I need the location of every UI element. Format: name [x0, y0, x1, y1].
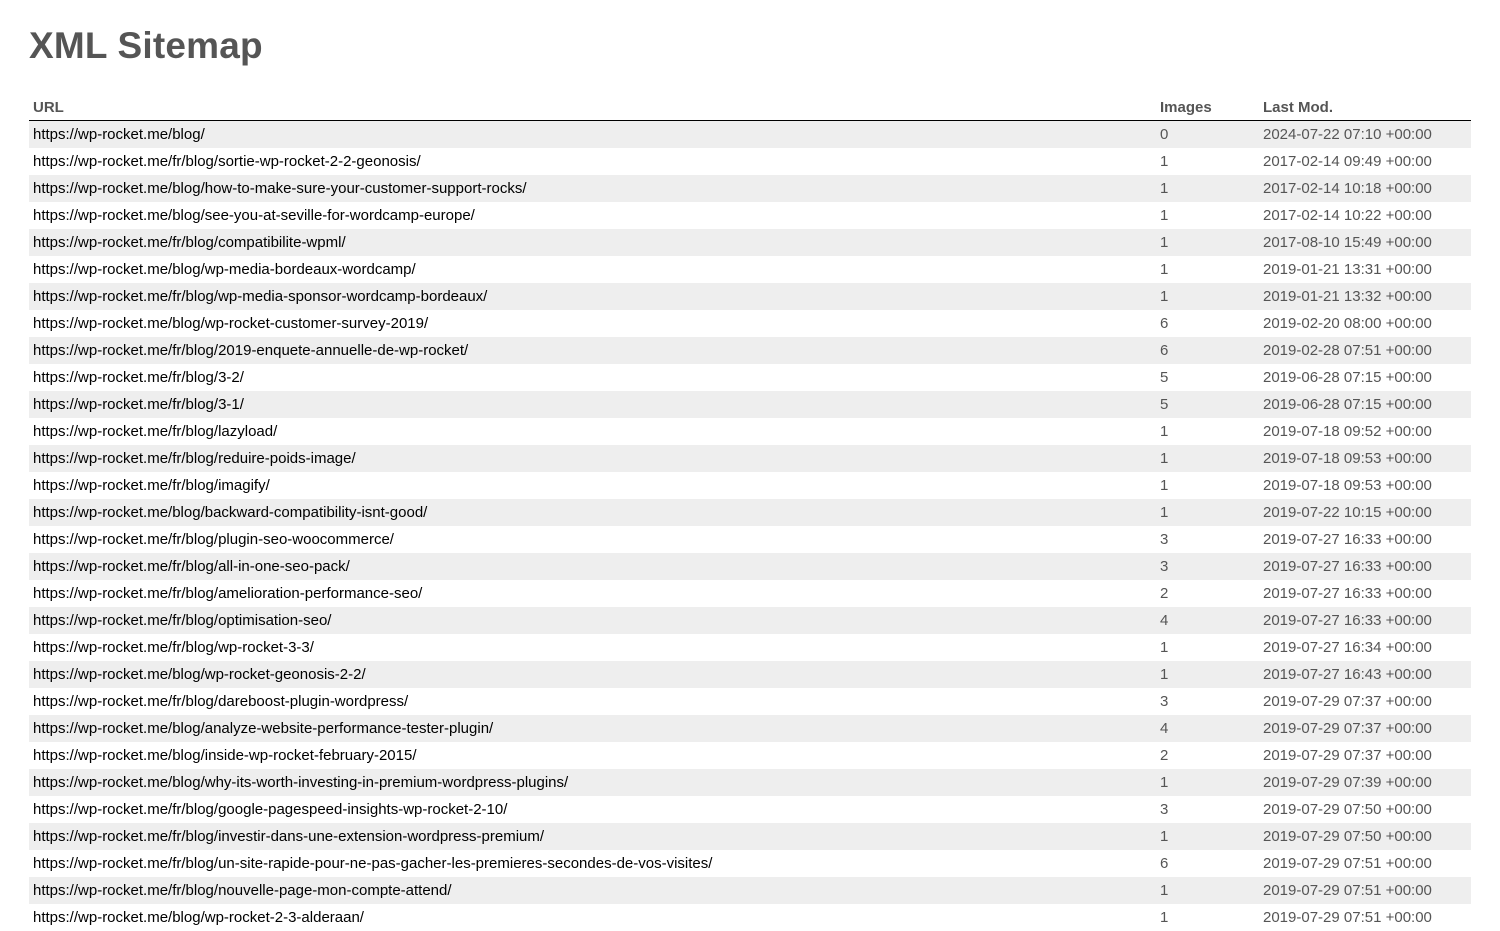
last-mod-cell: 2019-06-28 07:15 +00:00 [1259, 364, 1471, 391]
images-count-cell: 3 [1156, 688, 1259, 715]
last-mod-cell: 2017-08-10 15:49 +00:00 [1259, 229, 1471, 256]
url-cell [29, 148, 1156, 175]
table-row [29, 634, 1471, 661]
url-link[interactable]: https://wp-rocket.me/fr/blog/wp-rocket-3-3/ [33, 639, 314, 656]
url-link[interactable]: https://wp-rocket.me/blog/backward-compatibility-isnt-good/ [33, 504, 427, 521]
last-mod-cell: 2019-07-18 09:53 +00:00 [1259, 445, 1471, 472]
url-cell [29, 742, 1156, 769]
images-count-cell: 1 [1156, 823, 1259, 850]
url-cell [29, 229, 1156, 256]
last-mod-cell: 2019-07-29 07:51 +00:00 [1259, 877, 1471, 904]
last-mod-cell: 2019-07-27 16:33 +00:00 [1259, 553, 1471, 580]
url-link[interactable]: https://wp-rocket.me/fr/blog/dareboost-plugin-wordpress/ [33, 693, 408, 710]
url-link[interactable]: https://wp-rocket.me/blog/ [33, 126, 205, 143]
table-row [29, 364, 1471, 391]
url-cell [29, 769, 1156, 796]
url-link[interactable]: https://wp-rocket.me/blog/why-its-worth-investing-in-premium-wordpress-plugins/ [33, 774, 568, 791]
url-link[interactable]: https://wp-rocket.me/blog/analyze-website-performance-tester-plugin/ [33, 720, 493, 737]
images-count-cell: 1 [1156, 769, 1259, 796]
images-count-cell: 1 [1156, 661, 1259, 688]
url-cell [29, 202, 1156, 229]
images-count-cell: 4 [1156, 607, 1259, 634]
url-link[interactable]: https://wp-rocket.me/fr/blog/2019-enquete-annuelle-de-wp-rocket/ [33, 342, 468, 359]
last-mod-cell: 2017-02-14 10:18 +00:00 [1259, 175, 1471, 202]
url-cell [29, 310, 1156, 337]
url-cell [29, 256, 1156, 283]
url-cell [29, 688, 1156, 715]
table-row [29, 688, 1471, 715]
last-mod-cell: 2019-01-21 13:32 +00:00 [1259, 283, 1471, 310]
url-link[interactable]: https://wp-rocket.me/blog/wp-rocket-customer-survey-2019/ [33, 315, 428, 332]
url-cell [29, 175, 1156, 202]
url-link[interactable]: https://wp-rocket.me/blog/how-to-make-sure-your-customer-support-rocks/ [33, 180, 527, 197]
header-images: Images [1156, 94, 1259, 121]
images-count-cell: 1 [1156, 283, 1259, 310]
page-title: XML Sitemap [29, 25, 263, 67]
url-link[interactable]: https://wp-rocket.me/fr/blog/3-1/ [33, 396, 244, 413]
images-count-cell: 4 [1156, 715, 1259, 742]
table-row [29, 877, 1471, 904]
url-link[interactable]: https://wp-rocket.me/fr/blog/plugin-seo-woocommerce/ [33, 531, 394, 548]
images-count-cell: 1 [1156, 229, 1259, 256]
url-link[interactable]: https://wp-rocket.me/fr/blog/reduire-poids-image/ [33, 450, 356, 467]
last-mod-cell: 2017-02-14 10:22 +00:00 [1259, 202, 1471, 229]
url-link[interactable]: https://wp-rocket.me/fr/blog/all-in-one-seo-pack/ [33, 558, 350, 575]
last-mod-cell: 2024-07-22 07:10 +00:00 [1259, 121, 1471, 149]
images-count-cell: 3 [1156, 553, 1259, 580]
last-mod-cell: 2019-07-27 16:34 +00:00 [1259, 634, 1471, 661]
url-link[interactable]: https://wp-rocket.me/fr/blog/investir-dans-une-extension-wordpress-premium/ [33, 828, 544, 845]
header-last-mod: Last Mod. [1259, 94, 1471, 121]
sitemap-table [29, 94, 1471, 931]
table-row [29, 796, 1471, 823]
table-row [29, 499, 1471, 526]
url-cell [29, 715, 1156, 742]
url-link[interactable]: https://wp-rocket.me/fr/blog/nouvelle-page-mon-compte-attend/ [33, 882, 452, 899]
last-mod-cell: 2019-01-21 13:31 +00:00 [1259, 256, 1471, 283]
url-link[interactable]: https://wp-rocket.me/blog/wp-rocket-geonosis-2-2/ [33, 666, 366, 683]
url-cell [29, 904, 1156, 931]
url-link[interactable]: https://wp-rocket.me/fr/blog/sortie-wp-rocket-2-2-geonosis/ [33, 153, 421, 170]
table-row [29, 283, 1471, 310]
table-row [29, 715, 1471, 742]
table-row [29, 607, 1471, 634]
last-mod-cell: 2019-07-29 07:39 +00:00 [1259, 769, 1471, 796]
url-link[interactable]: https://wp-rocket.me/blog/wp-media-bordeaux-wordcamp/ [33, 261, 416, 278]
url-cell [29, 391, 1156, 418]
table-row [29, 445, 1471, 472]
url-cell [29, 580, 1156, 607]
images-count-cell: 1 [1156, 418, 1259, 445]
table-row [29, 337, 1471, 364]
url-cell [29, 121, 1156, 149]
last-mod-cell: 2019-07-27 16:43 +00:00 [1259, 661, 1471, 688]
images-count-cell: 5 [1156, 364, 1259, 391]
url-link[interactable]: https://wp-rocket.me/fr/blog/lazyload/ [33, 423, 277, 440]
table-header [29, 94, 1471, 121]
last-mod-cell: 2019-07-18 09:53 +00:00 [1259, 472, 1471, 499]
table-row [29, 580, 1471, 607]
table-row [29, 175, 1471, 202]
url-link[interactable]: https://wp-rocket.me/blog/see-you-at-seville-for-wordcamp-europe/ [33, 207, 475, 224]
url-link[interactable]: https://wp-rocket.me/fr/blog/google-pagespeed-insights-wp-rocket-2-10/ [33, 801, 507, 818]
url-cell [29, 526, 1156, 553]
table-row [29, 742, 1471, 769]
images-count-cell: 1 [1156, 202, 1259, 229]
table-row [29, 472, 1471, 499]
url-cell [29, 499, 1156, 526]
url-cell [29, 364, 1156, 391]
url-cell [29, 607, 1156, 634]
images-count-cell: 6 [1156, 850, 1259, 877]
last-mod-cell: 2019-07-29 07:51 +00:00 [1259, 850, 1471, 877]
header-url: URL [29, 94, 1156, 121]
images-count-cell: 1 [1156, 877, 1259, 904]
url-cell [29, 337, 1156, 364]
url-link[interactable]: https://wp-rocket.me/fr/blog/imagify/ [33, 477, 270, 494]
url-link[interactable]: https://wp-rocket.me/fr/blog/compatibilite-wpml/ [33, 234, 346, 251]
url-cell [29, 796, 1156, 823]
table-row [29, 769, 1471, 796]
url-cell [29, 283, 1156, 310]
images-count-cell: 5 [1156, 391, 1259, 418]
last-mod-cell: 2017-02-14 09:49 +00:00 [1259, 148, 1471, 175]
url-link[interactable]: https://wp-rocket.me/fr/blog/un-site-rapide-pour-ne-pas-gacher-les-premieres-secondes-de-vos-visites/ [33, 855, 712, 872]
table-row [29, 526, 1471, 553]
images-count-cell: 1 [1156, 175, 1259, 202]
last-mod-cell: 2019-07-29 07:50 +00:00 [1259, 823, 1471, 850]
table-row [29, 553, 1471, 580]
images-count-cell: 1 [1156, 256, 1259, 283]
table-body [29, 121, 1471, 931]
url-cell [29, 634, 1156, 661]
last-mod-cell: 2019-06-28 07:15 +00:00 [1259, 391, 1471, 418]
url-cell [29, 823, 1156, 850]
table-row [29, 148, 1471, 175]
table-row [29, 256, 1471, 283]
url-link[interactable]: https://wp-rocket.me/fr/blog/optimisation-seo/ [33, 612, 331, 629]
url-cell [29, 661, 1156, 688]
url-link[interactable]: https://wp-rocket.me/blog/inside-wp-rocket-february-2015/ [33, 747, 417, 764]
images-count-cell: 0 [1156, 121, 1259, 149]
images-count-cell: 1 [1156, 472, 1259, 499]
images-count-cell: 3 [1156, 796, 1259, 823]
table-row [29, 850, 1471, 877]
table-row [29, 823, 1471, 850]
last-mod-cell: 2019-02-20 08:00 +00:00 [1259, 310, 1471, 337]
url-link[interactable]: https://wp-rocket.me/fr/blog/amelioration-performance-seo/ [33, 585, 422, 602]
last-mod-cell: 2019-07-29 07:37 +00:00 [1259, 688, 1471, 715]
table-row [29, 121, 1471, 149]
table-row [29, 391, 1471, 418]
table-row [29, 904, 1471, 931]
images-count-cell: 1 [1156, 499, 1259, 526]
images-count-cell: 1 [1156, 904, 1259, 931]
table-row [29, 418, 1471, 445]
last-mod-cell: 2019-07-27 16:33 +00:00 [1259, 580, 1471, 607]
url-link[interactable]: https://wp-rocket.me/fr/blog/3-2/ [33, 369, 244, 386]
table-row [29, 229, 1471, 256]
header-row [29, 94, 1471, 121]
url-cell [29, 418, 1156, 445]
last-mod-cell: 2019-02-28 07:51 +00:00 [1259, 337, 1471, 364]
last-mod-cell: 2019-07-27 16:33 +00:00 [1259, 607, 1471, 634]
images-count-cell: 1 [1156, 445, 1259, 472]
table-row [29, 310, 1471, 337]
images-count-cell: 3 [1156, 526, 1259, 553]
url-link[interactable]: https://wp-rocket.me/blog/wp-rocket-2-3-alderaan/ [33, 909, 364, 926]
images-count-cell: 6 [1156, 337, 1259, 364]
last-mod-cell: 2019-07-29 07:51 +00:00 [1259, 904, 1471, 931]
last-mod-cell: 2019-07-29 07:50 +00:00 [1259, 796, 1471, 823]
last-mod-cell: 2019-07-18 09:52 +00:00 [1259, 418, 1471, 445]
url-cell [29, 445, 1156, 472]
images-count-cell: 1 [1156, 148, 1259, 175]
images-count-cell: 2 [1156, 742, 1259, 769]
table-row [29, 202, 1471, 229]
url-cell [29, 472, 1156, 499]
last-mod-cell: 2019-07-29 07:37 +00:00 [1259, 742, 1471, 769]
url-cell [29, 850, 1156, 877]
last-mod-cell: 2019-07-27 16:33 +00:00 [1259, 526, 1471, 553]
last-mod-cell: 2019-07-22 10:15 +00:00 [1259, 499, 1471, 526]
last-mod-cell: 2019-07-29 07:37 +00:00 [1259, 715, 1471, 742]
images-count-cell: 2 [1156, 580, 1259, 607]
table-row [29, 661, 1471, 688]
images-count-cell: 6 [1156, 310, 1259, 337]
url-cell [29, 877, 1156, 904]
images-count-cell: 1 [1156, 634, 1259, 661]
url-link[interactable]: https://wp-rocket.me/fr/blog/wp-media-sponsor-wordcamp-bordeaux/ [33, 288, 487, 305]
url-cell [29, 553, 1156, 580]
